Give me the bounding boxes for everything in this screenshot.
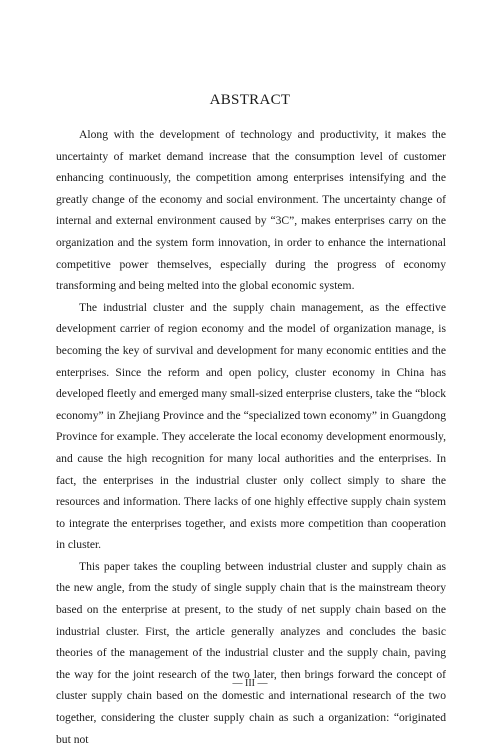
abstract-body bbox=[56, 124, 446, 750]
page-number: — III — bbox=[232, 678, 268, 689]
paragraph-3: This paper takes the coupling between industrial cluster and supply chain as the new angle, from the study of single supply chain that is the mainstream theory based on the enterprise at present, to the study of net supply chain based on the industrial cluster. First, the article generally analyzes and concludes the basic theories of the management of the industrial cluster and the supply chain, paving the way for the joint research of the two later, then brings forward the concept of cluster supply chain based on the domestic and international research of the two together, considering the cluster supply chain as such a organization: “originated but not bbox=[56, 559, 446, 746]
abstract-title: ABSTRACT bbox=[209, 92, 291, 108]
paragraph-2: The industrial cluster and the supply chain management, as the effective development carrier of region economy and the model of organization manage, is becoming the key of survival and development for many economic entities and the enterprises. Since the reform and open policy, cluster economy in China has developed fleetly and emerged many small-sized enterprise clusters, take the “block economy” in Zhejiang Province and the “specialized town economy” in Guangdong Province for example. They accelerate the local economy development enormously, and cause the high recognition for many local authorities and the enterprises. In fact, the enterprises in the industrial cluster only collect simply to share the resources and information. There lacks of one highly effective supply chain system to integrate the enterprises together, and exists more competition than cooperation in cluster. bbox=[56, 300, 446, 552]
paragraph-1: Along with the development of technology and productivity, it makes the uncertainty of market demand increase that the consumption level of customer enhancing continuously, the competition among enterprises intensifying and the greatly change of the economy and social environment. The uncertainty change of internal and external environment caused by “3C”, makes enterprises carry on the organization and the system form innovation, in order to enhance the international competitive power themselves, especially during the progress of economy transforming and being melted into the global economic system. bbox=[56, 128, 446, 293]
